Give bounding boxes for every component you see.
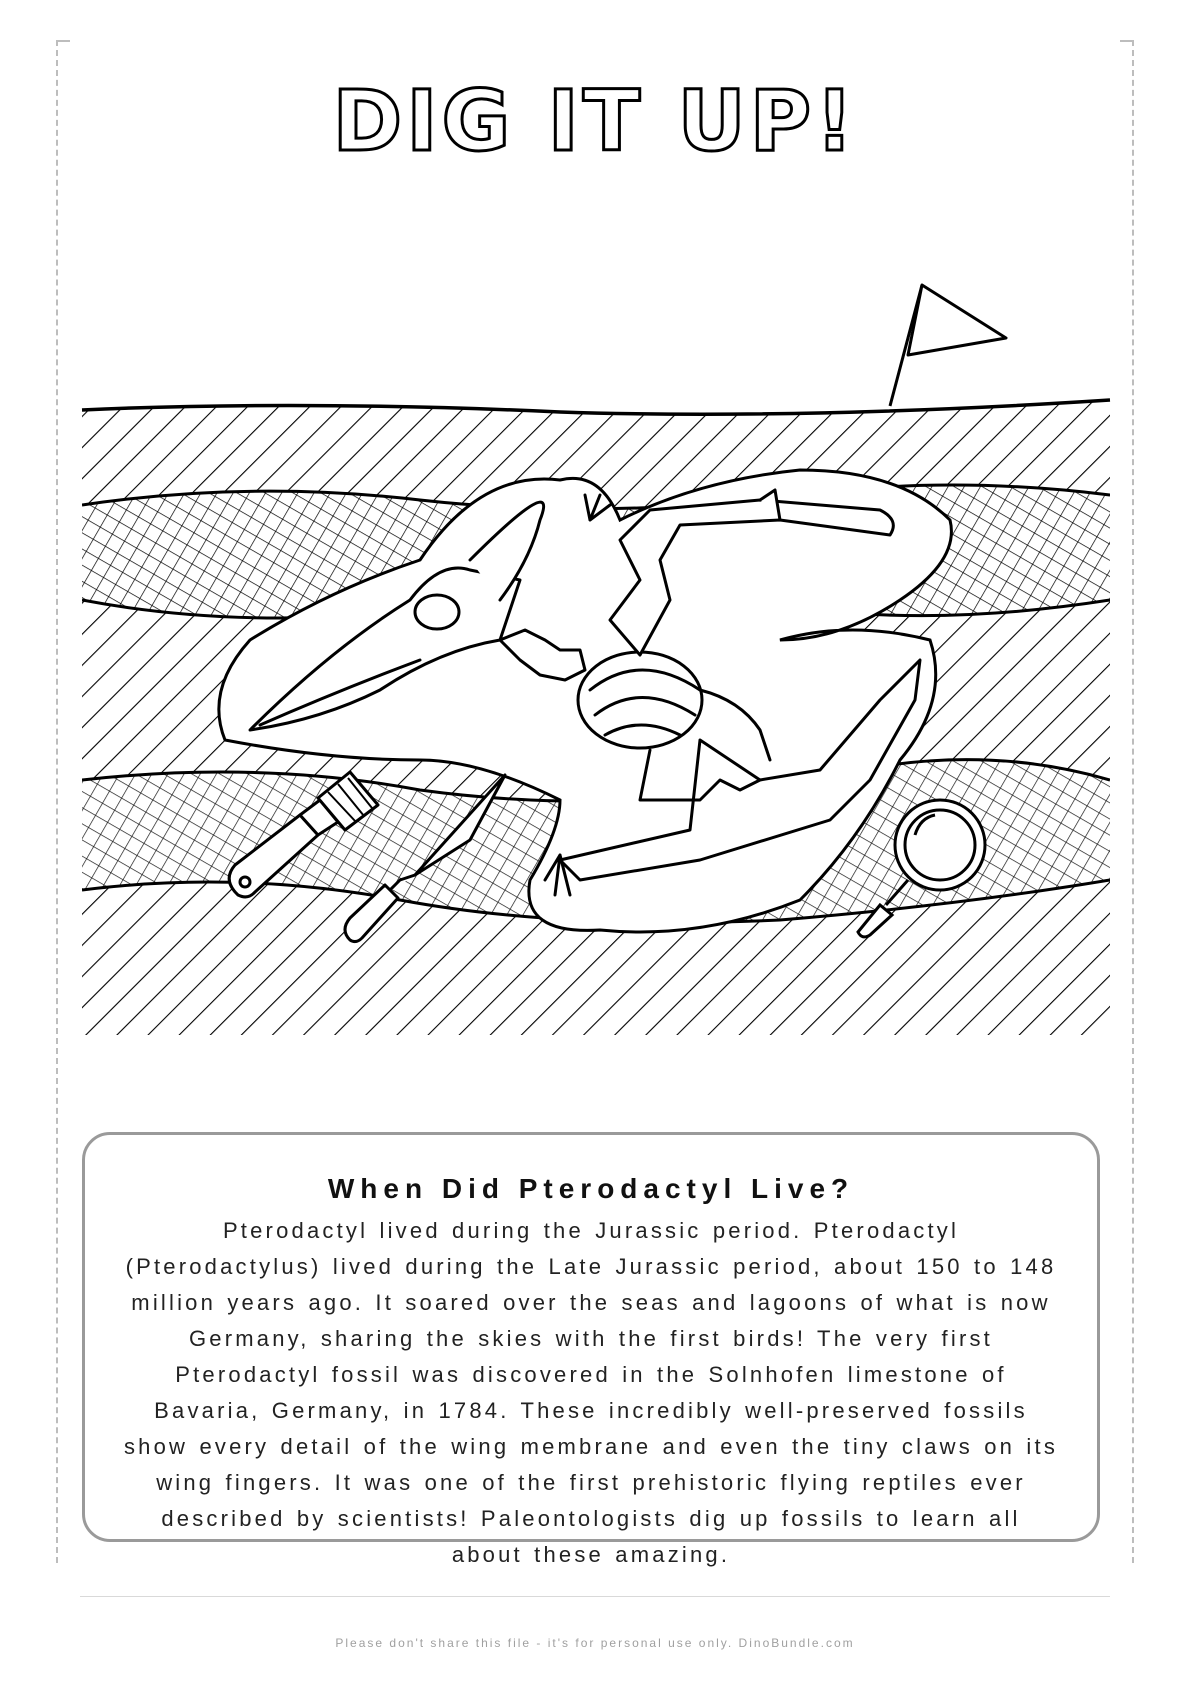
flag-icon (890, 285, 1006, 406)
footer-divider (80, 1596, 1110, 1597)
info-body: Pterodactyl lived during the Jurassic period. Pterodactyl (Pterodactylus) lived during the Late Jurassic period, about 150 to 148 million years ago. It soared over the seas and lagoons of what is now Germany, sharing the skies with the first birds! The very first Pterodactyl fossil was discovered in the Solnhofen limestone of Bavaria, Germany, in 1784. These incredibly well-preserved fossils show every detail of the wing membrane and even the tiny claws on its wing fingers. It was one of the first prehistoric flying reptiles ever described by scientists! Paleontologists dig up fossils to learn all about these amazing. (123, 1218, 1059, 1567)
page-title: DIG IT UP! (332, 72, 858, 170)
info-box (82, 1132, 1100, 1567)
info-heading: When Did Pterodactyl Live? (327, 1173, 855, 1204)
footer-note: Please don't share this file - it's for personal use only. DinoBundle.com (335, 1636, 855, 1650)
